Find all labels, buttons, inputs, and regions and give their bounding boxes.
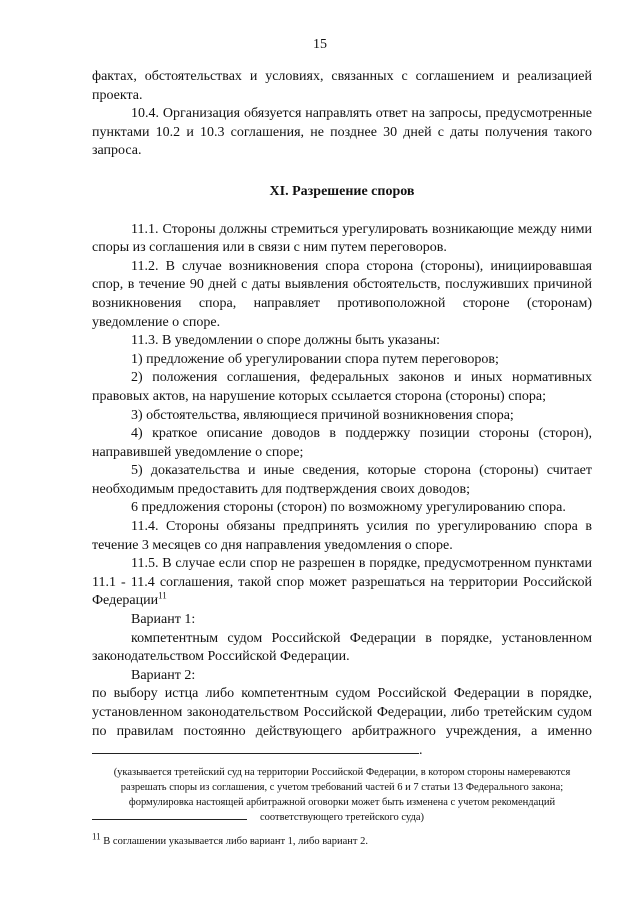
section-heading: XI. Разрешение споров xyxy=(269,183,415,199)
document-body xyxy=(92,68,592,825)
footnote-divider xyxy=(92,819,247,820)
paragraph-10-4: 10.4. Организация обязуется направлять ответ на запросы, предусмотренные пунктами 10.2 и 10.3 соглашения, не позднее 30 дней с даты получения такого запроса. xyxy=(92,106,592,159)
list-item-2: 2) положения соглашения, федеральных законов и иных нормативных правовых актов, на нарушение которых ссылается сторона (стороны) спора; xyxy=(92,370,592,404)
footnote-text: В соглашении указывается либо вариант 1, либо вариант 2. xyxy=(100,836,368,847)
paragraph-11-3: 11.3. В уведомлении о споре должны быть указаны: xyxy=(131,333,441,349)
paragraph-11-5 xyxy=(92,555,592,611)
paragraph-11-5-text: 11.5. В случае если спор не разрешен в порядке, предусмотренном пунктами 11.1 - 11.4 соглашения, такой спор может разрешаться на территории Российской Федерации xyxy=(92,556,592,609)
paragraph-11-4: 11.4. Стороны обязаны предпринять усилия по урегулированию спора в течение 3 месяцев со дня направления уведомления о споре. xyxy=(92,519,592,553)
footnote xyxy=(92,831,592,849)
variant-2-note: (указывается третейский суд на территории Российской Федерации, в котором стороны намереваются разрешать споры из соглашения, с учетом требований частей 6 и 7 статьи 13 Федерального закона; формулировка настоящей арбитражной оговорки может быть изменена с учетом рекомендаций соответствующего третейского суда) xyxy=(113,766,571,823)
list-item-5: 5) доказательства и иные сведения, которые сторона (стороны) считает необходимым предоставить для подтверждения своих доводов; xyxy=(92,463,592,497)
list-item-4: 4) краткое описание доводов в поддержку позиции стороны (сторон), направившей уведомление о споре; xyxy=(92,426,592,460)
variant-2-body: по выбору истца либо компетентным судом Российской Федерации в порядке, установленном законодательством Российской Федерации, либо третейским судом по правилам постоянно действующего арбитражного учреждения, а именно xyxy=(92,686,592,739)
variant-1-label: Вариант 1: xyxy=(131,612,196,628)
footnote-reference[interactable]: 11 xyxy=(158,590,167,601)
variant-2-label: Вариант 2: xyxy=(131,667,196,683)
variant-1-text: компетентным судом Российской Федерации в порядке, установленном законодательством Российской Федерации. xyxy=(92,630,592,665)
list-item-6: 6 предложения стороны (сторон) по возможному урегулированию спора. xyxy=(131,500,566,516)
list-item-3: 3) обстоятельства, являющиеся причиной возникновения спора; xyxy=(131,407,514,423)
paragraph-11-1: 11.1. Стороны должны стремиться урегулировать возникающие между ними споры из соглашения или в связи с ним путем переговоров. xyxy=(92,221,592,256)
paragraph-11-2: 11.2. В случае возникновения спора сторона (стороны), инициировавшая спор, в течение 90 дней с даты выявления обстоятельств, послуживших причиной возникновения спора, направляет противоположной стороне (сторонам) уведомление о споре. xyxy=(92,258,592,330)
fill-in-blank[interactable] xyxy=(92,741,419,754)
variant-2-text xyxy=(92,685,592,760)
list-item-1: 1) предложение об урегулировании спора путем переговоров; xyxy=(131,351,499,367)
footnote-marker: 11 xyxy=(92,831,101,842)
variant-2-end: . xyxy=(419,743,423,759)
paragraph-top-continuation: фактах, обстоятельствах и условиях, связанных с соглашением и реализацией проекта. xyxy=(92,69,592,103)
page-number: 15 xyxy=(313,37,327,52)
